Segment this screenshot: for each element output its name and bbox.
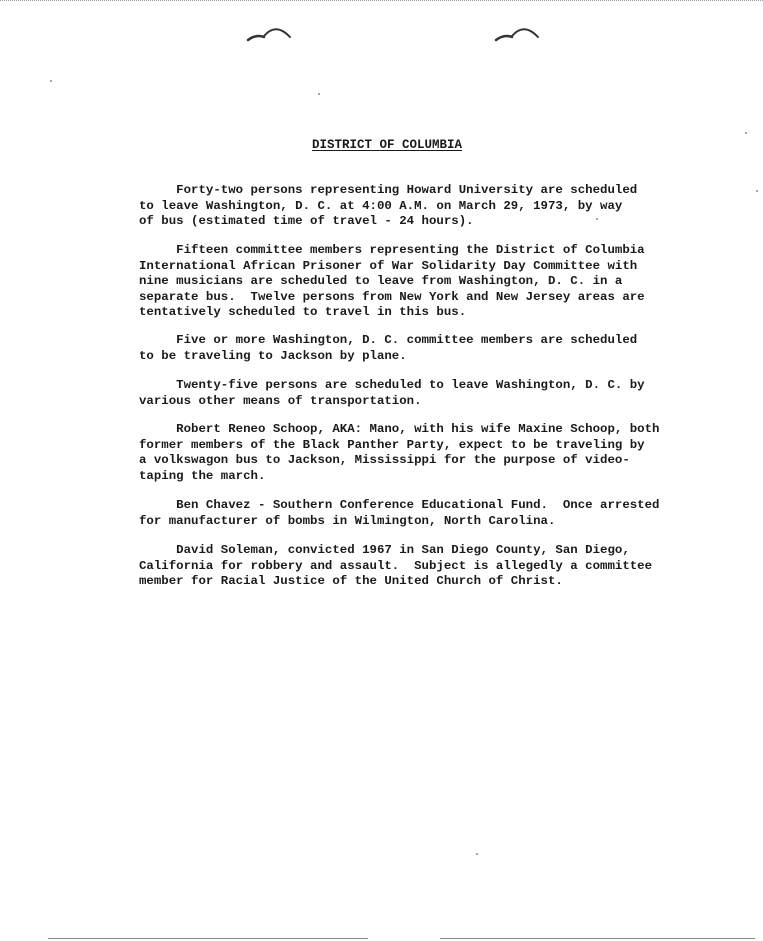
scan-speck	[745, 132, 747, 134]
paragraph-solidarity-committee: Fifteen committee members representing the District of Columbia International African Prisoner of War Solidarity Day Committee with nine musicians are scheduled to leave from Washington, D. C. in a separate bus. Twelve persons from New York and New Jersey areas are tentatively scheduled to travel in this bus.	[139, 243, 645, 319]
page-title: DISTRICT OF COLUMBIA	[312, 138, 463, 152]
scan-speck	[318, 93, 320, 95]
scan-speck	[756, 190, 758, 192]
bottom-page-edge	[48, 938, 368, 939]
binder-hole-mark-icon	[246, 24, 292, 44]
scan-speck	[476, 853, 478, 855]
paragraph-chavez: Ben Chavez - Southern Conference Educational Fund. Once arrested for manufacturer of bombs in Wilmington, North Carolina.	[139, 498, 660, 528]
paragraph-howard-university: Forty-two persons representing Howard University are scheduled to leave Washington, D. C. at 4:00 A.M. on March 29, 1973, by way of bus (estimated time of travel - 24 hours).	[139, 183, 638, 228]
bottom-page-edge	[440, 938, 755, 939]
binder-hole-mark-icon	[494, 24, 540, 44]
paragraph-other-transportation: Twenty-five persons are scheduled to leave Washington, D. C. by various other means of transportation.	[139, 378, 645, 408]
paragraph-schoop: Robert Reneo Schoop, AKA: Mano, with his wife Maxine Schoop, both former members of the Black Panther Party, expect to be traveling by a volkswagon bus to Jackson, Mississippi for the purpose of video- taping the march.	[139, 422, 660, 483]
paragraph-plane-travel: Five or more Washington, D. C. committee members are scheduled to be traveling to Jackson by plane.	[139, 333, 638, 363]
scan-speck	[50, 80, 52, 82]
paragraph-soleman: David Soleman, convicted 1967 in San Diego County, San Diego, California for robbery and assault. Subject is allegedly a committee member for Racial Justice of the United Church of Christ.	[139, 543, 653, 588]
top-page-edge	[0, 0, 763, 1]
